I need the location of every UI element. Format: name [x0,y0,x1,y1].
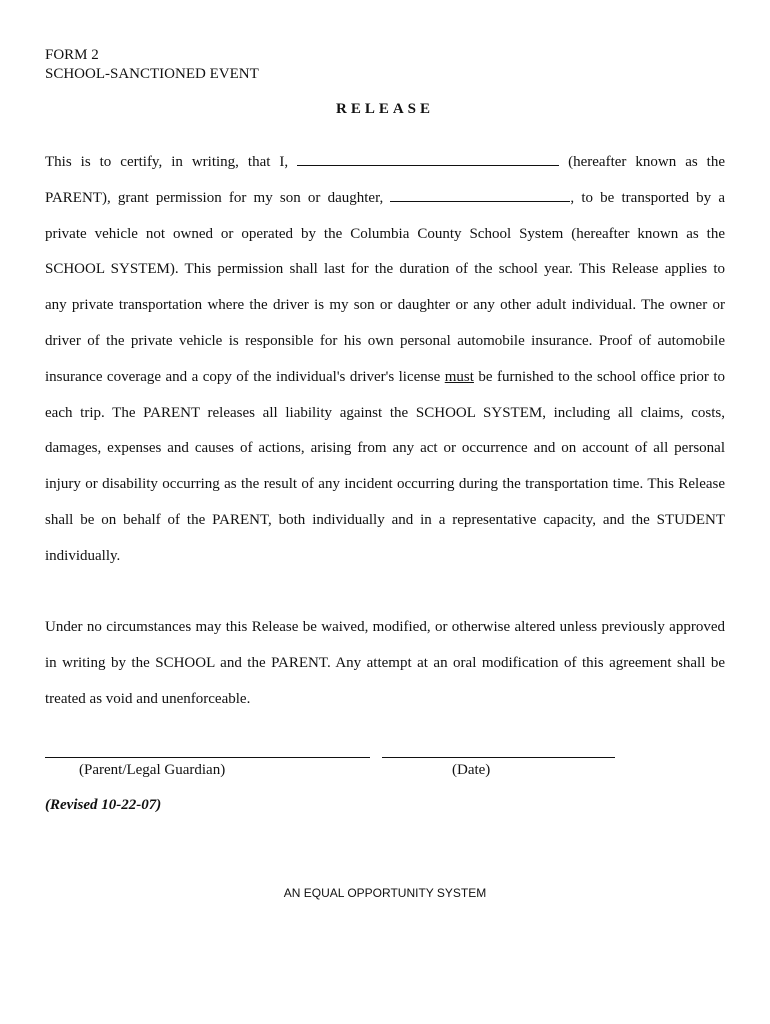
text-line [45,367,725,403]
release-paragraph [45,152,725,582]
date-label: (Date) [452,762,491,778]
text-line: shall be on behalf of the PARENT, both individually and in a representative capacity, and the STUDENT [45,511,725,528]
text-line: treated as void and unenforceable. [45,690,251,707]
parent-signature-line[interactable] [45,757,370,758]
text-line: SCHOOL SYSTEM). This permission shall last for the duration of the school year. This Release applies to [45,261,725,278]
text-line: private vehicle not owned or operated by the Columbia County School System (hereafter known as the [45,225,725,242]
parent-signature-label: (Parent/Legal Guardian) [79,762,226,778]
text-fragment: This is to certify, in writing, that I, [45,154,289,170]
text-fragment: , to be transported by a [570,189,726,206]
footer-text: AN EQUAL OPPORTUNITY SYSTEM [283,886,487,900]
modification-paragraph [45,617,725,724]
document-title: RELEASE [335,101,435,117]
text-line: damages, expenses and causes of actions, arising from any act or occurrence and on account of all personal [45,440,725,457]
text-fragment: insurance coverage and a copy of the individual's driver's license [45,368,441,385]
student-name-blank[interactable] [390,188,570,202]
text-fragment: PARENT), grant permission for my son or daughter, [45,189,384,206]
text-line [45,152,725,188]
text-fragment: (hereafter known as the [568,154,725,170]
text-line: injury or disability occurring as the result of any incident occurring during the transportation time. This Release [45,476,725,493]
form-subtitle: SCHOOL-SANCTIONED EVENT [45,66,259,82]
emphasis-must: must [444,368,474,385]
text-fragment: be furnished to the school office prior to [478,368,726,385]
text-line: in writing by the SCHOOL and the PARENT. Any attempt at an oral modification of this agreement shall be [45,654,725,671]
text-line: individually. [45,547,121,564]
form-header [45,46,259,84]
text-line: driver of the private vehicle is responsible for his own personal automobile insurance. Proof of automobile [45,332,725,349]
form-number: FORM 2 [45,47,99,63]
text-line [45,188,725,224]
parent-name-blank[interactable] [297,152,559,166]
revision-note: (Revised 10-22-07) [45,797,162,813]
date-signature-line[interactable] [382,757,615,758]
text-line: any private transportation where the driver is my son or daughter or any other adult individual. The owner or [45,297,725,314]
text-line: Under no circumstances may this Release be waived, modified, or otherwise altered unless previously approved [45,619,725,635]
text-line: each trip. The PARENT releases all liability against the SCHOOL SYSTEM, including all claims, costs, [45,404,725,421]
